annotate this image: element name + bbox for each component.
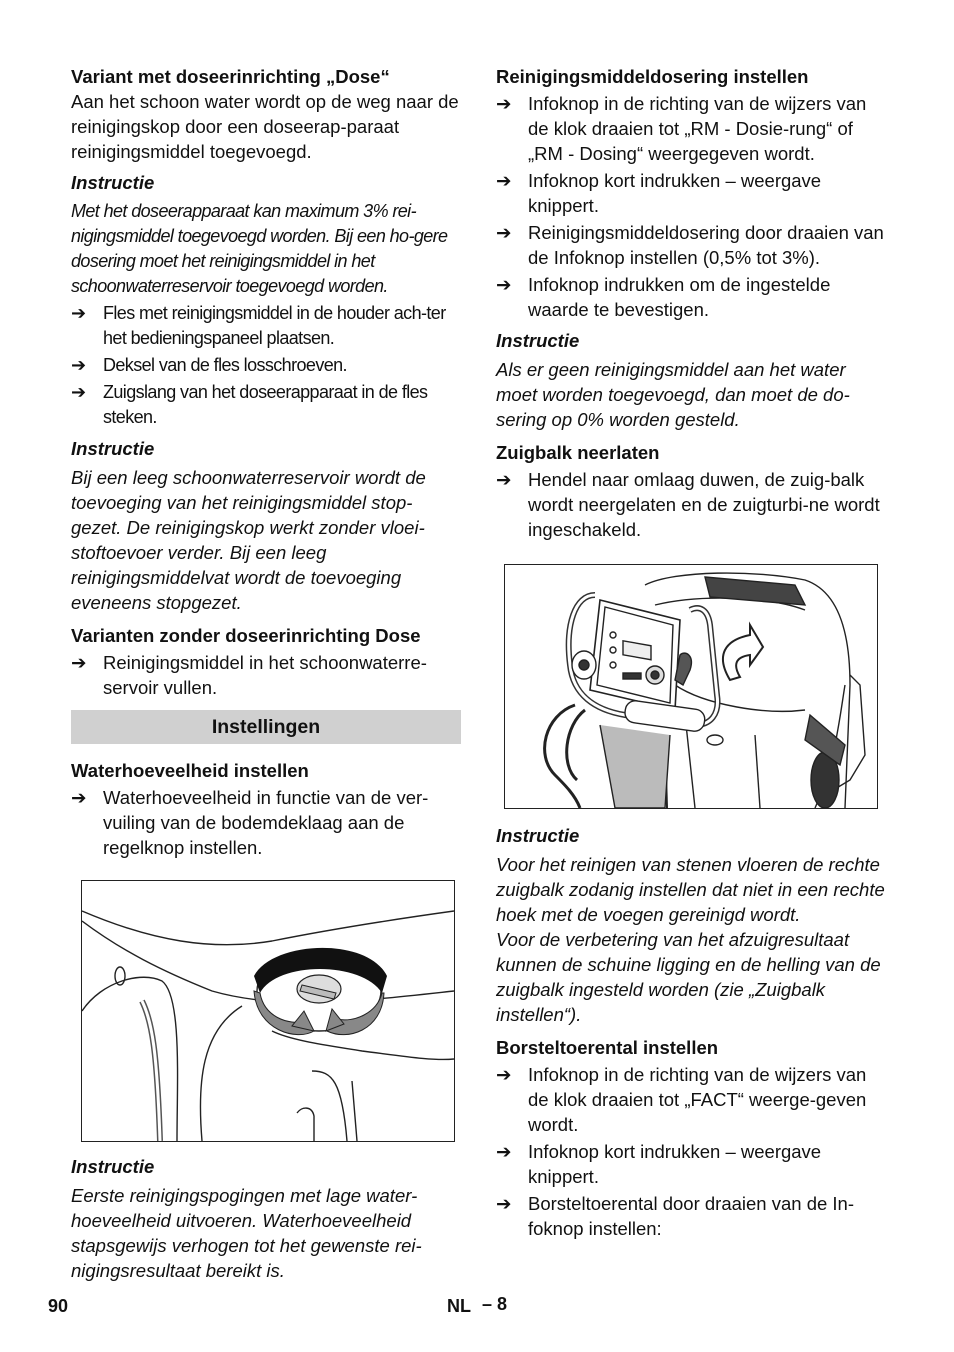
right-column (496, 64, 886, 1243)
bullet-item: ➔ Infoknop kort indrukken – weergave knippert. (496, 170, 822, 216)
arrow-right-icon: ➔ (496, 274, 512, 295)
bullet-item: ➔ Hendel naar omlaag duwen, de zuig-balk wordt neergelaten en de zuigturbi-ne wordt ingeschakeld. (496, 469, 880, 540)
page-number: 90 (48, 1296, 69, 1316)
section-header-settings: Instellingen (71, 710, 461, 744)
heading-squeegee-lower: Zuigbalk neerlaten (496, 442, 660, 463)
heading-no-dose-variant: Varianten zonder doseerinrichting Dose (71, 625, 421, 646)
instruction-text: Met het doseerapparaat kan maximum 3% rei-nigingsmiddel toegevoegd worden. Bij een ho-gere dosering moet het reinigingsmiddel in het schoonwaterreservoir toegevoegd worden. (71, 201, 448, 296)
arrow-right-icon: ➔ (496, 222, 512, 243)
arrow-right-icon: ➔ (71, 652, 87, 673)
bullet-item: ➔ Waterhoeveelheid in functie van de ver-vuiling van de bodemdeklaag aan de regelknop instellen. (71, 787, 429, 858)
figure-machine-control-panel (504, 564, 878, 809)
figure-water-knob (81, 880, 455, 1142)
arrow-right-icon: ➔ (496, 170, 512, 191)
arrow-right-icon: ➔ (496, 1064, 512, 1085)
heading-water-amount: Waterhoeveelheid instellen (71, 760, 309, 781)
instruction-text: Eerste reinigingspogingen met lage water-hoeveelheid uitvoeren. Waterhoeveelheid stapsgewijs verhogen tot het gewenste rei-nigingsresultaat bereikt is. (71, 1185, 422, 1281)
bullet-item: ➔ Deksel van de fles losschroeven. (71, 353, 461, 378)
arrow-right-icon: ➔ (71, 787, 87, 808)
arrow-right-icon: ➔ (71, 303, 86, 323)
arrow-right-icon: ➔ (496, 1193, 512, 1214)
instruction-title: Instructie (496, 330, 580, 351)
instruction-title: Instructie (71, 172, 155, 193)
bullet-item: ➔ Infoknop in de richting van de wijzers van de klok draaien tot „RM - Dosie-rung“ of „RM - Dosing“ weergegeven wordt. (496, 93, 867, 164)
bullet-item: ➔ Infoknop in de richting van de wijzers van de klok draaien tot „FACT“ weerge-geven wordt. (496, 1064, 867, 1135)
bullet-item: ➔ Borsteltoerental door draaien van de In-foknop instellen: (496, 1193, 855, 1239)
machine-illustration (505, 565, 877, 808)
footer-language: NL (447, 1296, 471, 1316)
paragraph-dose-intro: Aan het schoon water wordt op de weg naar de reinigingskop door een doseerap-paraat reinigingsmiddel toegevoegd. (71, 91, 459, 162)
water-knob-illustration (82, 881, 454, 1141)
arrow-right-icon: ➔ (71, 355, 86, 375)
arrow-right-icon: ➔ (71, 382, 86, 402)
instruction-text: Voor de verbetering van het afzuigresultaat kunnen de schuine ligging en de helling van de zuigbalk ingesteld worden (zie „Zuigbalk instellen“). (496, 929, 881, 1025)
arrow-right-icon: ➔ (496, 469, 512, 490)
instruction-title: Instructie (71, 438, 155, 459)
bullet-item: ➔ Reinigingsmiddeldosering door draaien van de Infoknop instellen (0,5% tot 3%). (496, 222, 884, 268)
heading-brush-speed: Borsteltoerental instellen (496, 1037, 719, 1058)
bullet-item: ➔ Zuigslang van het doseerapparaat in de fles steken. (71, 382, 428, 427)
arrow-right-icon: ➔ (496, 93, 512, 114)
instruction-title: Instructie (71, 1156, 155, 1177)
left-column (71, 64, 461, 1283)
bullet-item: ➔ Infoknop indrukken om de ingestelde waarde te bevestigen. (496, 274, 831, 320)
heading-dose-variant: Variant met doseerinrichting „Dose“ (71, 66, 390, 87)
arrow-right-icon: ➔ (496, 1141, 512, 1162)
bullet-item: ➔ Reinigingsmiddel in het schoonwaterre-servoir vullen. (71, 652, 427, 698)
instruction-text: Als er geen reinigingsmiddel aan het water moet worden toegevoegd, dan moet de do-sering op 0% worden gesteld. (496, 359, 850, 430)
heading-detergent-dosing: Reinigingsmiddeldosering instellen (496, 66, 809, 87)
bullet-item: ➔ Fles met reinigingsmiddel in de houder ach-ter het bedieningspaneel plaatsen. (71, 303, 446, 348)
instruction-text: Voor het reinigen van stenen vloeren de rechte zuigbalk zodanig instellen dat niet in een rechte hoek met de voegen gereinigd wordt. (496, 854, 885, 925)
bullet-item: ➔ Infoknop kort indrukken – weergave knippert. (496, 1141, 822, 1187)
instruction-title: Instructie (496, 825, 580, 846)
instruction-text: Bij een leeg schoonwaterreservoir wordt de toevoeging van het reinigingsmiddel stop-gezet. De reinigingskop werkt zonder vloei-stoftoevoer verder. Bij een leeg reinigingsmiddelvat wordt de toevoeging eveneens stopgezet. (71, 467, 426, 613)
footer-subpage: – 8 (482, 1294, 508, 1314)
